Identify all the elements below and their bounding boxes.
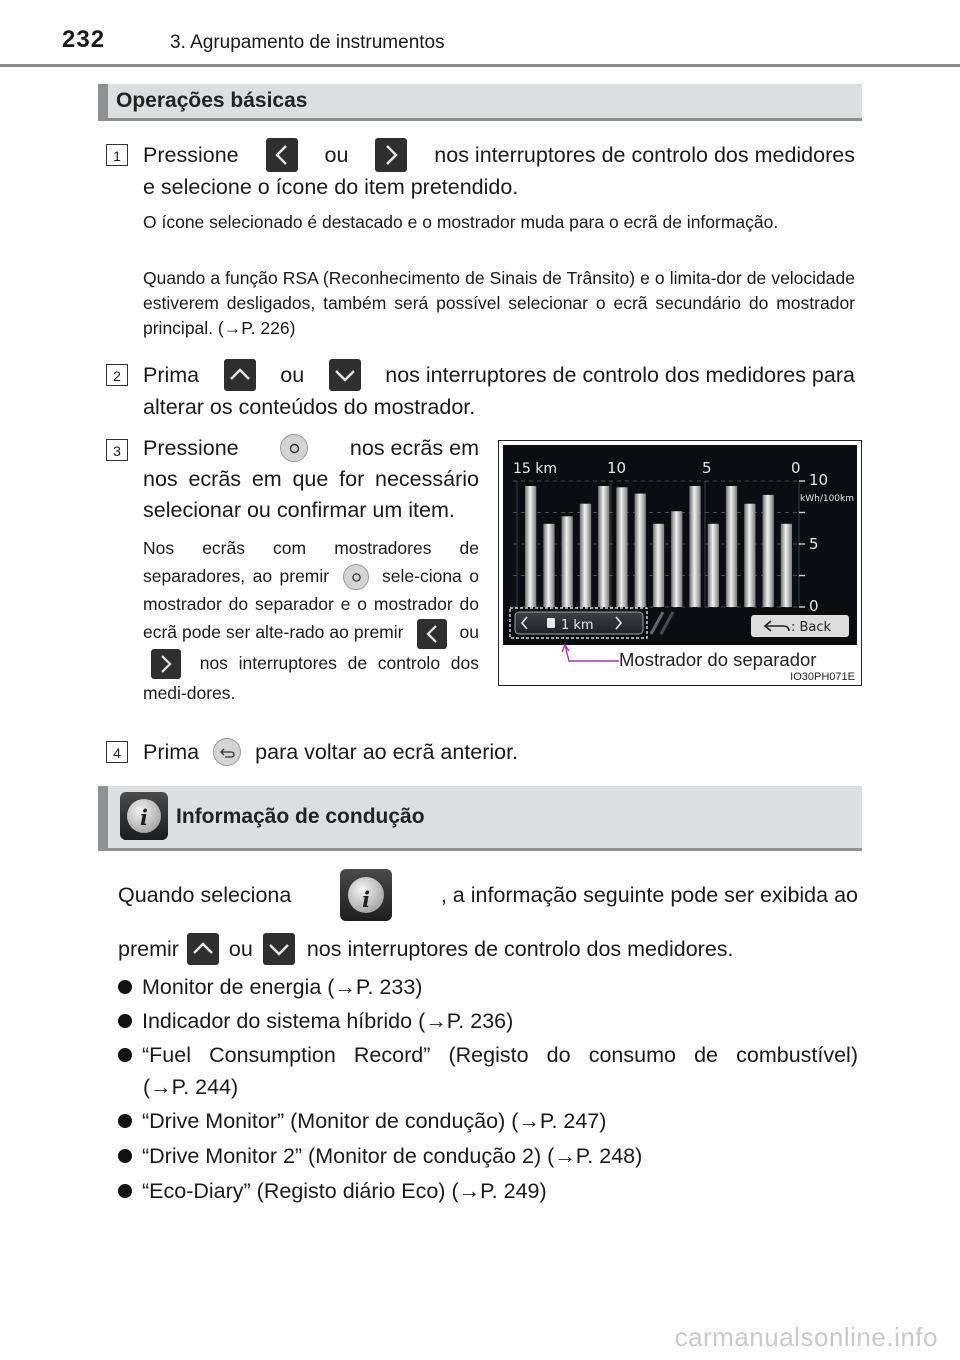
energy-bar-chart (503, 445, 857, 645)
section-accent (98, 84, 108, 118)
step-3-note (143, 534, 479, 707)
back-icon (213, 738, 241, 766)
list-item (118, 1139, 858, 1173)
intro-d: ou (228, 936, 253, 961)
step-3-note-b: sele-ciona o mostrador do separador e o mostrador do ecrã pode ser alte-rado ao premir (143, 566, 479, 643)
intro-e: nos interruptores de controlo dos medidores. (306, 936, 734, 961)
bullet-icon (118, 1184, 132, 1198)
chart-bar (543, 524, 554, 607)
chart-bar (580, 504, 591, 607)
chart-bar (598, 486, 609, 607)
step-2-text-a: Prima (143, 362, 200, 387)
bullet-icon (118, 980, 132, 994)
list-item-text: “Fuel Consumption Record” (Registo do consumo de combustível) (142, 1043, 858, 1067)
axis-tick-0: 0 (809, 597, 819, 615)
step-3-note-d: nos interruptores de controlo dos medi-dores. (143, 652, 479, 704)
step-3-text-a: Pressione (143, 435, 239, 460)
meter-screen (503, 445, 857, 645)
chart-bar (689, 486, 700, 607)
back-label: : Back (791, 620, 832, 635)
list-item-text: Monitor de energia (→P. 233) (142, 975, 423, 999)
axis-tick-10: 10 (809, 471, 829, 489)
unit-label: kWh/100km (800, 494, 855, 504)
intro-c: premir (118, 936, 179, 961)
list-item-text: “Drive Monitor 2” (Monitor de condução 2) (→P. 248) (142, 1144, 643, 1168)
chevron-left-icon (266, 138, 298, 172)
caption-leader-line (559, 641, 623, 669)
list-item-text: Indicador do sistema híbrido (→P. 236) (142, 1009, 514, 1033)
chart-bar (562, 516, 573, 607)
info-icon: i (340, 869, 392, 921)
section-header-operacoes (98, 84, 862, 121)
select-icon (280, 434, 308, 462)
step-number-2: 2 (106, 364, 128, 386)
chevron-up-icon (187, 933, 219, 965)
section-title: Operações básicas (116, 89, 308, 112)
page-number: 232 (62, 26, 106, 53)
list-item (118, 970, 858, 1004)
chevron-left-icon (417, 619, 447, 649)
step-2-text-c: nos interruptores de controlo dos medidores para (385, 362, 855, 387)
chart-bar (744, 504, 755, 607)
separator-display-figure (498, 440, 862, 686)
bullet-icon (118, 1048, 132, 1062)
bullet-icon (118, 1014, 132, 1028)
step-number-3: 3 (106, 439, 128, 461)
chevron-right-icon (375, 138, 407, 172)
step-1-text-a: Pressione (143, 142, 239, 167)
chart-bar (781, 524, 792, 607)
top-label-0: 0 (791, 459, 801, 477)
intro-a: Quando seleciona (118, 882, 292, 907)
info-icon: i (120, 792, 168, 840)
chart-bar (763, 495, 774, 607)
step-1-text-b: ou (324, 142, 349, 167)
step-number-4: 4 (106, 741, 128, 763)
chart-bar (653, 524, 664, 607)
list-item-text: “Eco-Diary” (Registo diário Eco) (→P. 249) (142, 1179, 547, 1203)
step-3-note-a: Nos ecrãs com mostradores de separadores, ao premir (143, 538, 479, 586)
chevron-down-icon (329, 359, 361, 391)
step-4-text (143, 735, 743, 769)
step-1-text-d: e selecione o ícone do item pretendido. (143, 175, 519, 199)
tab-label: 1 km (561, 618, 594, 633)
chart-bar (635, 494, 646, 607)
section-accent (98, 786, 108, 848)
section-header-informacao (98, 786, 862, 851)
step-4-text-a: Prima (143, 739, 200, 764)
list-item (118, 1038, 858, 1072)
chart-bar (525, 486, 536, 607)
step-1-note-1: O ícone selecionado é destacado e o mostrador muda para o ecrã de informação. (143, 212, 779, 232)
chevron-right-icon (151, 649, 181, 679)
step-4-text-b: para voltar ao ecrã anterior. (255, 739, 519, 764)
figure-id: IO30PH071E (790, 671, 855, 683)
select-icon (343, 564, 369, 590)
fuel-pump-icon (547, 618, 555, 628)
header-rule (0, 64, 960, 67)
chart-bar (616, 487, 627, 607)
top-label-5: 5 (702, 459, 712, 477)
list-item-text: “Drive Monitor” (Monitor de condução) (→P. 247) (142, 1109, 607, 1133)
step-2-text-b: ou (280, 362, 305, 387)
intro-line-1 (118, 868, 858, 922)
figure-caption: Mostrador do separador (619, 649, 817, 670)
step-3-text-b: nos ecrãs em que for necessário selecionar ou confirmar um item. (143, 467, 479, 522)
bullet-icon (118, 1149, 132, 1163)
list-item (118, 1174, 858, 1208)
step-1-note-2: Quando a função RSA (Reconhecimento de Sinais de Trânsito) e o limita-dor de velocidade estiverem desligados, também será possível selecionar o ecrã secundário do mostrador principal. (→P. 226) (143, 268, 855, 338)
intro-b: , a informação seguinte pode ser exibida ao (440, 882, 858, 907)
chapter-title: 3. Agrupamento de instrumentos (170, 32, 445, 53)
step-3-note-c: ou (459, 622, 479, 643)
top-label-10: 10 (607, 459, 627, 477)
list-item (118, 1104, 858, 1138)
section-title: Informação de condução (176, 805, 425, 828)
step-2-text (143, 358, 855, 423)
top-label-15km: 15 km (513, 461, 558, 477)
chevron-down-icon (263, 933, 295, 965)
intro-line-2 (118, 932, 858, 966)
chart-bars (525, 486, 792, 607)
step-1-text (143, 138, 855, 203)
chevron-up-icon (224, 359, 256, 391)
chart-bar (726, 486, 737, 607)
footer-watermark: carmanualsonline.info (674, 1322, 938, 1352)
step-1-text-c: nos interruptores de controlo dos medidores (434, 142, 855, 167)
list-item (118, 1004, 858, 1038)
step-2-text-d: alterar os conteúdos do mostrador. (143, 395, 476, 419)
step-number-1: 1 (106, 144, 128, 166)
chart-bar (708, 524, 719, 607)
chart-bar (671, 511, 682, 607)
step-3-text-b1: nos ecrãs em (349, 435, 479, 460)
axis-tick-5: 5 (809, 535, 819, 553)
bullet-icon (118, 1114, 132, 1128)
list-item-continuation: (→P. 244) (143, 1075, 239, 1099)
step-3-text (143, 432, 479, 464)
